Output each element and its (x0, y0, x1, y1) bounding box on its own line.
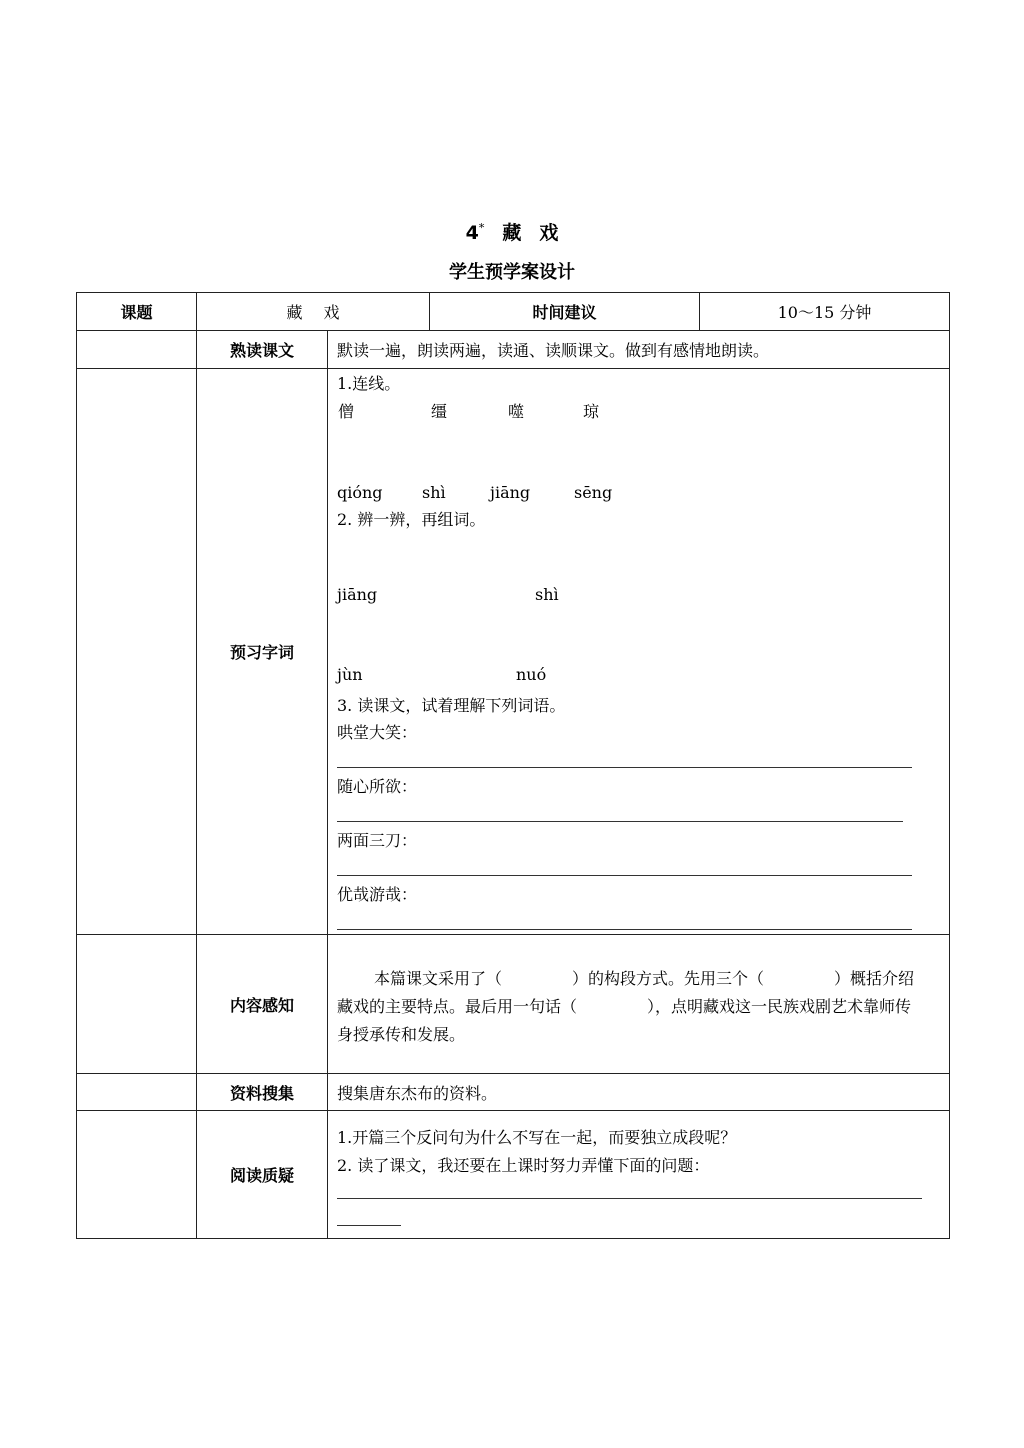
yuedu-q2: 2. 读了课文，我还要在上课时努力弄懂下面的问题： (337, 1156, 710, 1175)
char-3: 噬 (508, 402, 525, 421)
pinyin2-1: jiāng (337, 585, 378, 604)
pinyin-2: shì (422, 483, 446, 502)
lesson-word-2: 戏 (539, 222, 559, 244)
pinyin-3: jiāng (490, 483, 531, 502)
answer-line-1 (337, 767, 912, 768)
pinyin2-3: jùn (337, 665, 363, 684)
shudu-row (77, 331, 950, 369)
neirong-part-2: ）的构段方式。先用三个（ (572, 969, 765, 988)
word-4: 优哉游哉： (337, 885, 418, 904)
page-subtitle: 学生预学案设计 (449, 262, 575, 283)
header-row (77, 293, 950, 331)
topic-label: 课题 (77, 293, 197, 331)
yuedu-content (328, 1111, 949, 1237)
lesson-title (0, 218, 1024, 245)
question-line-2 (337, 1225, 401, 1226)
q1-text: 1.连线。 (337, 374, 401, 393)
shudu-label: 熟读课文 (197, 331, 328, 369)
char-4: 琼 (583, 402, 600, 421)
answer-line-3 (337, 875, 912, 876)
answer-line-2 (337, 821, 903, 822)
yuxi-row (77, 369, 950, 935)
neirong-part-1: 本篇课文采用了（ (374, 969, 503, 988)
answer-line-4 (337, 929, 912, 930)
yuedu-q1: 1.开篇三个反问句为什么不写在一起，而要独立成段呢？ (337, 1128, 737, 1147)
pinyin-1: qióng (337, 483, 383, 502)
word-3: 两面三刀： (337, 831, 418, 850)
yuxi-label: 预习字词 (197, 369, 328, 935)
pinyin2-2: shì (535, 585, 559, 604)
time-label: 时间建议 (430, 293, 700, 331)
lesson-mark: * (478, 221, 485, 235)
char-2: 缰 (431, 402, 448, 421)
ziliao-label: 资料搜集 (197, 1074, 328, 1111)
lesson-number: 4 (465, 222, 479, 244)
neirong-part-3: ）概括介绍藏戏的主要特点。最后用一句话（ (337, 969, 915, 1016)
neirong-paragraph (328, 935, 950, 1074)
neirong-label: 内容感知 (197, 935, 328, 1074)
ziliao-text: 搜集唐东杰布的资料。 (328, 1074, 950, 1111)
q3-text: 3. 读课文，试着理解下列词语。 (337, 696, 566, 715)
q2-text: 2. 辨一辨，再组词。 (337, 510, 486, 529)
question-line-1 (337, 1198, 922, 1199)
char-1: 僧 (338, 402, 355, 421)
pinyin2-4: nuó (516, 665, 547, 684)
shudu-text: 默读一遍，朗读两遍，读通、读顺课文。做到有感情地朗读。 (328, 331, 950, 369)
word-1: 哄堂大笑： (337, 723, 418, 742)
yuxi-content (328, 369, 949, 933)
pinyin-4: sēng (574, 483, 613, 502)
time-value: 10～15 分钟 (700, 293, 950, 331)
lesson-word-1: 藏 (502, 222, 522, 244)
yuedu-row (77, 1111, 950, 1239)
ziliao-row (77, 1074, 950, 1111)
topic-value: 藏 戏 (197, 293, 430, 331)
prestudy-table (76, 292, 950, 1239)
neirong-part-4: ），点明藏戏这一民族戏剧艺术靠师传身授承传和发展。 (337, 997, 912, 1044)
yuedu-label: 阅读质疑 (197, 1111, 328, 1239)
neirong-row (77, 935, 950, 1074)
word-2: 随心所欲： (337, 777, 418, 796)
